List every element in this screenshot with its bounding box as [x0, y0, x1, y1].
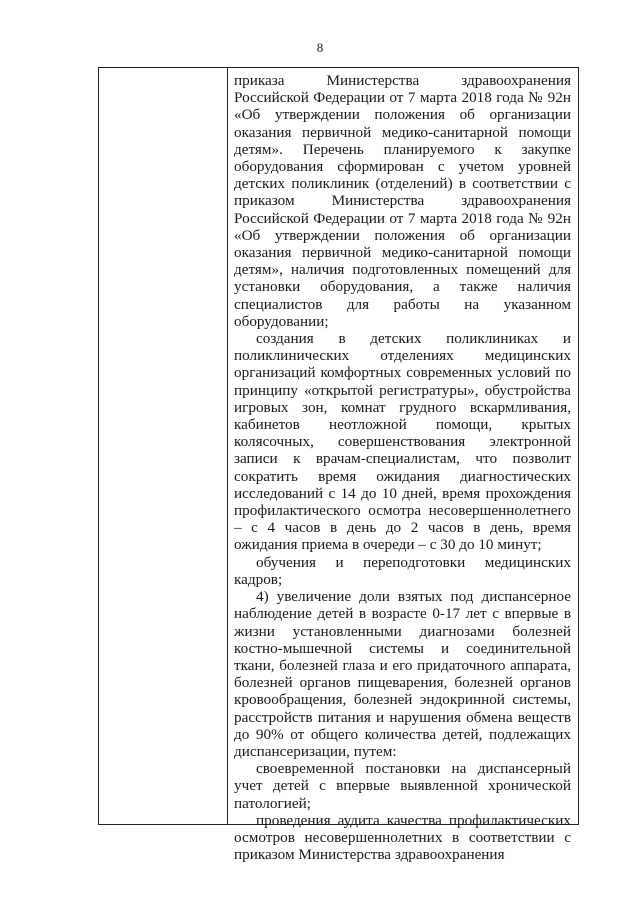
- paragraph-comfortable-conditions: создания в детских поликлиниках и поликлинических отделениях медицинских организаций комфортных современных условий по принципу «открытой регистратуры», обустройства игровых зон, комнат грудного вскармливания, кабинетов неотложной помощи, крытых колясочных, совершенствования электронной записи к врачам-специалистам, что позволит сократить время ожидания диагностических исследований с 14 до 10 дней, время прохождения профилактического осмотра несовершеннолетнего – с 4 часов в день до 2 часов в день, время ожидания приема в очереди – с 30 до 10 минут;: [234, 330, 571, 554]
- paragraph-staff-training: обучения и переподготовки медицинских кадров;: [234, 553, 571, 588]
- table-left-cell: [99, 68, 228, 824]
- paragraph-dispensary-observation: 4) увеличение доли взятых под диспансерное наблюдение детей в возрасте 0-17 лет с впервые в жизни установленными диагнозами болезней костно-мышечной системы и соединительной ткани, болезней глаза и его придаточного аппарата, болезней органов пищеварения, болезней органов кровообращения, болезней эндокринной системы, расстройств питания и нарушения обмена веществ до 90% от общего количества детей, подлежащих диспансеризации, путем:: [234, 588, 571, 760]
- page-number: 8: [316, 40, 324, 55]
- document-table: [98, 67, 579, 864]
- table-right-cell: [228, 68, 578, 864]
- paragraph-quality-audit: проведения аудита качества профилактических осмотров несовершеннолетних в соответствии с приказом Министерства здравоохранения: [234, 811, 571, 864]
- paragraph-timely-registration: своевременной постановки на диспансерный учет детей с впервые выявленной хронической патологией;: [234, 760, 571, 812]
- paragraph-order-continuation: приказа Министерства здравоохранения Российской Федерации от 7 марта 2018 года № 92н «Об утверждении положения об организации оказания первичной медико-санитарной помощи детям». Перечень планируемого к закупке оборудования сформирован с учетом уровней детских поликлиник (отделений) в соответствии с приказом Министерства здравоохранения Российской Федерации от 7 марта 2018 года № 92н «Об утверждении положения об организации оказания первичной медико-санитарной помощи детям», наличия подготовленных помещений для установки оборудования, а также наличия специалистов для работы на указанном оборудовании;: [234, 72, 571, 330]
